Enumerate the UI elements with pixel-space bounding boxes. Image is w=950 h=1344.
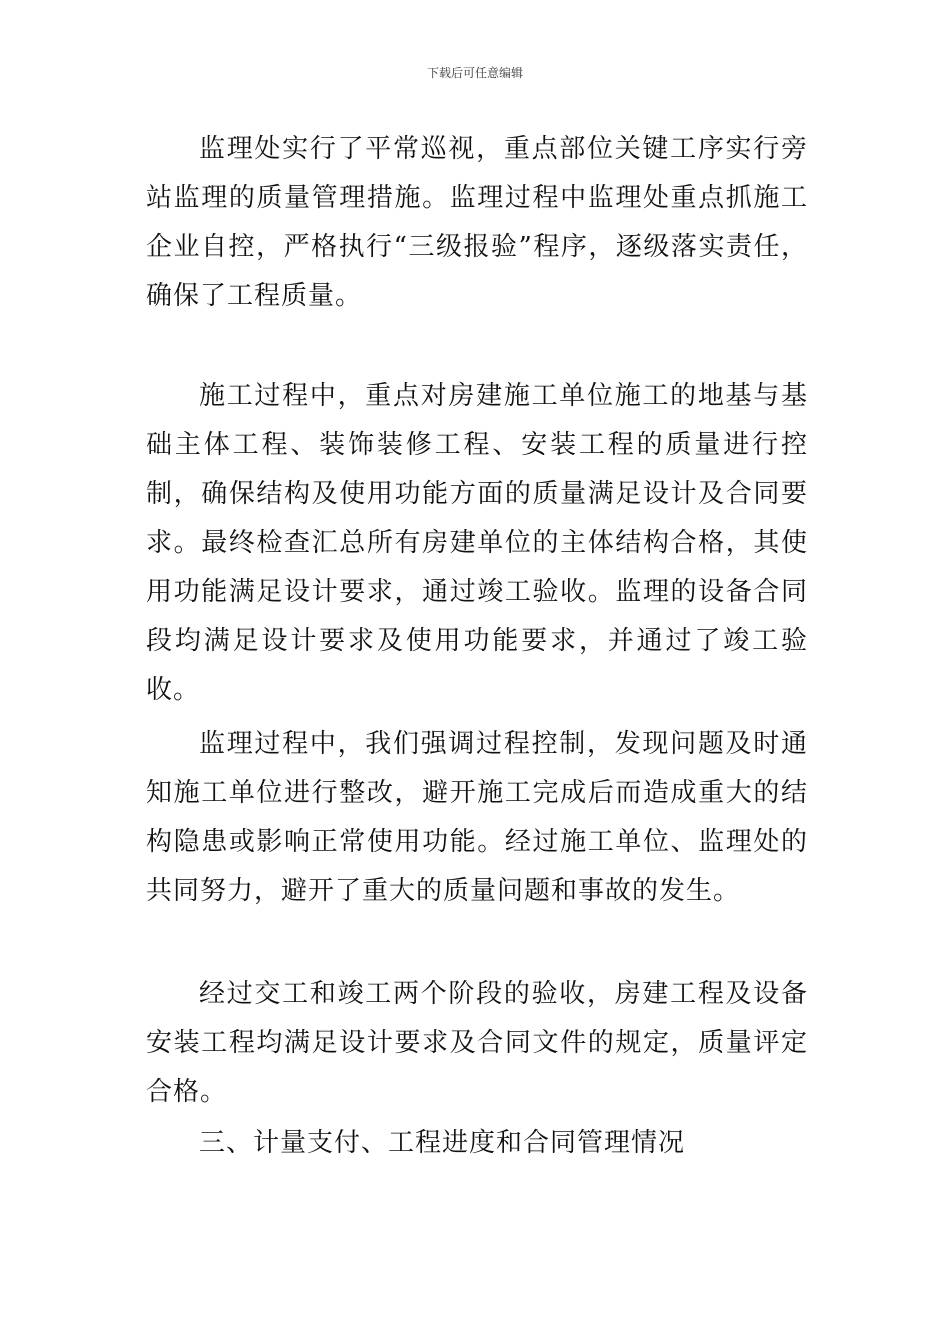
- paragraph-supervision-measures: [146, 125, 808, 321]
- paragraph-text: 监理处实行了平常巡视，重点部位关键工序实行旁站监理的质量管理措施。监理过程中监理处重点抓施工企业自控，严格执行“三级报验”程序，逐级落实责任，确保了工程质量。: [146, 134, 808, 311]
- paragraph-text: 经过交工和竣工两个阶段的验收，房建工程及设备安装工程均满足设计要求及合同文件的规定，质量评定合格。: [146, 979, 808, 1107]
- section-heading: [146, 1119, 808, 1168]
- paragraph-process-control: [146, 720, 808, 916]
- paragraph-acceptance: [146, 970, 808, 1117]
- header-note: 下载后可任意编辑: [426, 66, 523, 80]
- section-heading-text: 三、计量支付、工程进度和合同管理情况: [199, 1128, 686, 1158]
- paragraph-text: 施工过程中，重点对房建施工单位施工的地基与基础主体工程、装饰装修工程、安装工程的质量进行控制，确保结构及使用功能方面的质量满足设计及合同要求。最终检查汇总所有房建单位的主体结构合格，其使用功能满足设计要求，通过竣工验收。监理的设备合同段均满足设计要求及使用功能要求，并通过了竣工验收。: [146, 381, 808, 705]
- paragraph-construction-quality: [146, 372, 808, 715]
- paragraph-text: 监理过程中，我们强调过程控制，发现问题及时通知施工单位进行整改，避开施工完成后而造成重大的结构隐患或影响正常使用功能。经过施工单位、监理处的共同努力，避开了重大的质量问题和事故的发生。: [146, 729, 808, 906]
